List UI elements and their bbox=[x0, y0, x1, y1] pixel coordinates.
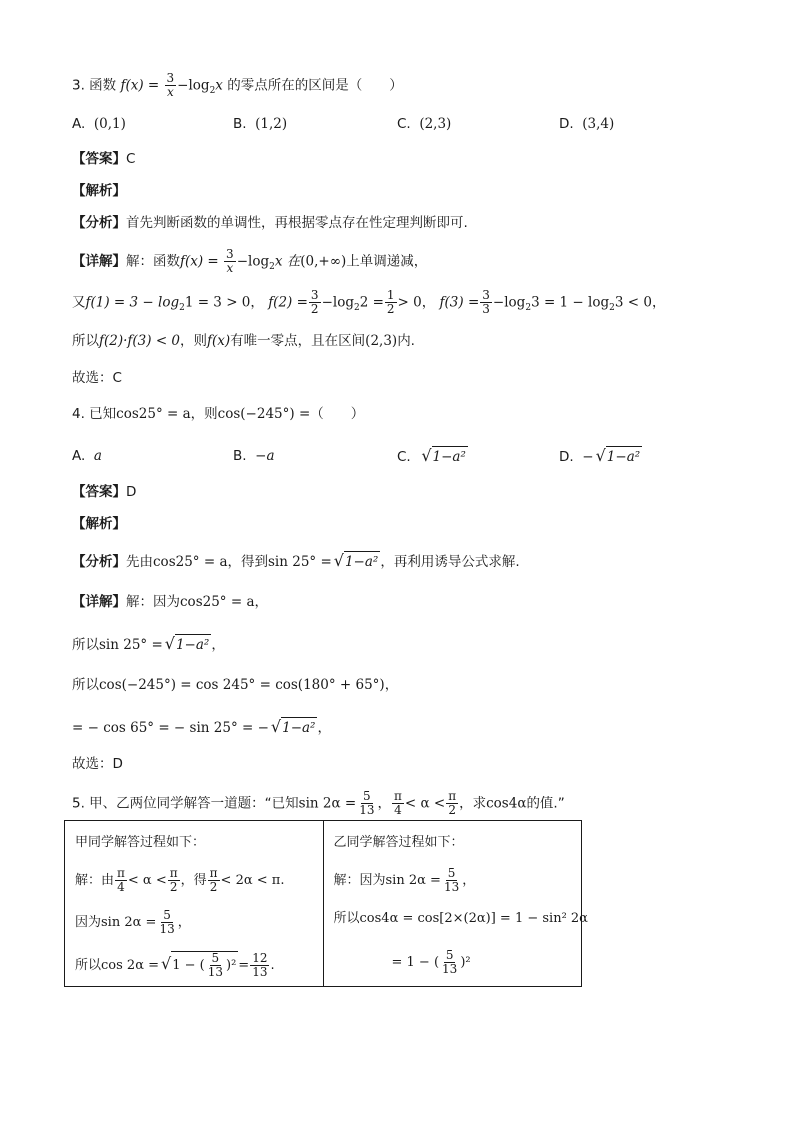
frac-num: 12 bbox=[252, 951, 268, 965]
text: ，则 bbox=[190, 406, 218, 422]
text: ， bbox=[384, 677, 399, 693]
fenxi-tag: 【分析】 bbox=[72, 554, 126, 570]
q3-stem bbox=[72, 72, 403, 101]
q4-detail-line3 bbox=[72, 675, 398, 695]
frac-den: 2 bbox=[169, 880, 178, 894]
text: ， bbox=[250, 294, 264, 311]
radicand bbox=[171, 951, 238, 979]
right-line3 bbox=[392, 949, 471, 976]
frac-den: x bbox=[226, 261, 234, 275]
q3-func: f(x) = bbox=[120, 77, 160, 94]
option-label: D. bbox=[559, 449, 574, 465]
option-label: C. bbox=[397, 449, 411, 465]
math: cos(−245°) = cos 245° = cos(180° + 65°) bbox=[99, 677, 385, 693]
fraction bbox=[385, 289, 397, 316]
frac-num: π bbox=[209, 866, 218, 880]
radical-sign: √ bbox=[421, 446, 432, 465]
radical-sign: √ bbox=[161, 954, 172, 973]
q3-fraction bbox=[165, 72, 177, 99]
right-line1 bbox=[334, 867, 476, 894]
fraction bbox=[357, 790, 376, 817]
text: 所以 bbox=[72, 677, 99, 693]
frac-den: 13 bbox=[442, 962, 458, 976]
frac-num: π bbox=[169, 866, 178, 880]
math: cos25° = a bbox=[153, 554, 228, 570]
frac-num: 1 bbox=[386, 288, 395, 302]
fraction bbox=[168, 867, 180, 894]
interval: (0,+∞) bbox=[300, 253, 347, 270]
detail-tag: 【详解】 bbox=[72, 594, 126, 610]
q3-option-value: (3,4) bbox=[582, 116, 615, 132]
math: 2 = bbox=[359, 294, 384, 311]
q3-stem-suffix: 的零点所在的区间是（ ） bbox=[227, 77, 403, 94]
text: ， bbox=[254, 594, 268, 610]
math: f(2) = bbox=[268, 294, 308, 311]
q4-answer bbox=[72, 482, 136, 502]
frac-num: 5 bbox=[211, 951, 220, 965]
left-solution-cell bbox=[65, 821, 324, 987]
q3-option-label: B. bbox=[233, 116, 247, 132]
text: ， bbox=[211, 637, 225, 653]
math: < α < bbox=[404, 795, 446, 812]
math: f(x) = bbox=[180, 253, 219, 270]
q3-option-label: C. bbox=[397, 116, 411, 132]
q3-option-value: (2,3) bbox=[419, 116, 452, 132]
math: > 0 bbox=[397, 294, 422, 311]
text: ，则 bbox=[180, 333, 208, 349]
math: sin 25° = bbox=[268, 554, 332, 570]
frac-num: 5 bbox=[363, 789, 371, 803]
radical-sign: √ bbox=[333, 551, 344, 570]
text: ，得 bbox=[180, 873, 207, 888]
text: 先由 bbox=[126, 554, 153, 570]
q4-detail-line4 bbox=[72, 717, 331, 738]
fraction bbox=[480, 289, 492, 316]
text: 内. bbox=[397, 333, 415, 349]
math: = − cos 65° = − sin 25° = − bbox=[72, 720, 269, 736]
text: 有唯一零点，且在区间 bbox=[230, 333, 366, 349]
right-solution-cell bbox=[323, 821, 588, 987]
q3-option-value: (0,1) bbox=[93, 116, 126, 132]
q3-option-c bbox=[397, 114, 451, 134]
text: ， bbox=[651, 294, 666, 311]
text: . bbox=[270, 958, 275, 973]
math: sin 25° = bbox=[99, 637, 163, 653]
frac-den: 13 bbox=[159, 922, 175, 936]
radical-sign: √ bbox=[270, 717, 282, 736]
text: ， bbox=[421, 294, 436, 311]
left-line1 bbox=[75, 867, 284, 894]
math: 1 − ( bbox=[172, 958, 205, 973]
math: −log bbox=[236, 253, 270, 270]
q4-choose: 故选：D bbox=[72, 756, 123, 772]
option-label: B. bbox=[233, 448, 247, 464]
frac-den: 2 bbox=[448, 803, 456, 817]
q5-solution-table bbox=[64, 820, 588, 987]
text: 解：因为 bbox=[126, 594, 180, 610]
radical-sign: √ bbox=[164, 634, 175, 653]
fraction bbox=[206, 952, 225, 979]
fraction bbox=[446, 790, 458, 817]
math: f(3) = bbox=[439, 294, 480, 311]
interval: (2,3) bbox=[365, 333, 398, 349]
frac-den: 2 bbox=[209, 880, 218, 894]
text: 所以 bbox=[333, 911, 360, 926]
math: 3 < 0 bbox=[614, 294, 652, 311]
math: sin 2α = bbox=[101, 915, 157, 930]
math: )² bbox=[226, 958, 237, 973]
radicand: 1−a² bbox=[344, 551, 380, 572]
option-value: 1−a² bbox=[432, 446, 468, 467]
frac-den: 2 bbox=[310, 302, 319, 316]
frac-num: 3 bbox=[226, 247, 234, 261]
frac-num: 5 bbox=[163, 908, 171, 922]
text: 又 bbox=[72, 294, 86, 311]
math: cos(−245°) = bbox=[217, 406, 311, 422]
option-label: A. bbox=[72, 448, 86, 464]
text: ， bbox=[317, 720, 331, 736]
math: 1 = 3 > 0 bbox=[184, 294, 251, 311]
text: 所以 bbox=[72, 333, 99, 349]
q3-log-base: 2 bbox=[209, 86, 216, 97]
q3-stem-prefix: 3. 函数 bbox=[72, 77, 117, 94]
frac-num: 3 bbox=[482, 288, 490, 302]
fraction bbox=[157, 909, 176, 936]
fraction bbox=[250, 952, 269, 979]
q4-option-c bbox=[397, 446, 468, 467]
detail-tag: 【详解】 bbox=[72, 253, 126, 270]
math: f(2)·f(3) < 0 bbox=[99, 333, 181, 349]
radicand: 1−a² bbox=[606, 446, 642, 467]
frac-den: 13 bbox=[207, 965, 223, 979]
frac-den: 3 bbox=[482, 302, 490, 316]
answer-tag: 【答案】 bbox=[72, 484, 126, 500]
q4-option-a bbox=[72, 446, 102, 466]
text: 解：函数 bbox=[126, 253, 180, 270]
math: cos4α bbox=[486, 795, 527, 812]
q3-option-label: D. bbox=[559, 116, 574, 132]
math: sin 2α = bbox=[385, 873, 441, 888]
fenxi-text: 首先判断函数的单调性，再根据零点存在性定理判断即可. bbox=[126, 215, 468, 231]
frac-den: 2 bbox=[386, 302, 395, 316]
frac-num: π bbox=[394, 789, 402, 803]
q4-fenxi bbox=[72, 551, 520, 572]
math: cos4α = cos[2×(2α)] = 1 − sin² 2α bbox=[359, 911, 588, 926]
frac-den: 4 bbox=[117, 880, 125, 894]
q3-option-a bbox=[72, 114, 126, 134]
math: sin 2α = bbox=[298, 795, 357, 812]
math: f(x) bbox=[207, 333, 231, 349]
frac-den: 13 bbox=[359, 803, 375, 817]
fraction bbox=[309, 289, 321, 316]
frac-num: π bbox=[448, 789, 457, 803]
q3-option-label: A. bbox=[72, 116, 86, 132]
q3-option-d bbox=[559, 114, 614, 134]
text: 解：由 bbox=[75, 873, 115, 888]
text: ， bbox=[177, 915, 191, 930]
q4-detail-line2 bbox=[72, 634, 225, 655]
q3-choose: 故选：C bbox=[72, 370, 122, 386]
frac-den: 13 bbox=[443, 880, 460, 894]
text: ，得到 bbox=[227, 554, 268, 570]
q4-stem bbox=[72, 404, 364, 424]
math: f(1) = 3 − log bbox=[85, 294, 180, 311]
math: = bbox=[238, 958, 250, 973]
q3-option-b bbox=[233, 114, 287, 134]
math: −log bbox=[492, 294, 526, 311]
fraction bbox=[440, 949, 459, 976]
math: −log bbox=[321, 294, 354, 311]
q3-analysis-tag: 【解析】 bbox=[72, 183, 126, 199]
math: )² bbox=[460, 955, 471, 970]
right-title: 乙同学解答过程如下： bbox=[333, 835, 464, 850]
q3-log-arg: x bbox=[215, 77, 223, 94]
text: ， bbox=[377, 795, 391, 812]
text: 所以 bbox=[75, 958, 102, 973]
q3-frac-num: 3 bbox=[166, 71, 175, 85]
fraction bbox=[224, 248, 236, 275]
log-base: 2 bbox=[179, 303, 185, 314]
log-base: 2 bbox=[269, 262, 275, 273]
q3-option-value: (1,2) bbox=[255, 116, 288, 132]
text: 上单调递减， bbox=[346, 253, 428, 270]
q4-analysis-tag: 【解析】 bbox=[72, 516, 126, 532]
q3-log: −log bbox=[177, 77, 210, 94]
q3-frac-den: x bbox=[166, 85, 174, 99]
text: ， bbox=[462, 873, 476, 888]
q5-stem bbox=[72, 790, 565, 817]
fenxi-tag: 【分析】 bbox=[72, 215, 126, 231]
radicand: 1−a² bbox=[281, 717, 317, 738]
q3-detail-line3 bbox=[72, 331, 415, 351]
text: 的值.” bbox=[526, 795, 565, 812]
text: （ ） bbox=[310, 406, 365, 422]
q3-answer bbox=[72, 149, 135, 169]
radicand: 1−a² bbox=[175, 634, 211, 655]
left-title: 甲同学解答过程如下： bbox=[75, 835, 206, 850]
q4-option-b bbox=[233, 446, 275, 466]
text: ，求 bbox=[459, 795, 487, 812]
answer-value: D bbox=[126, 484, 137, 500]
log-base: 2 bbox=[525, 303, 532, 314]
radical-sign: √ bbox=[595, 446, 606, 465]
math: < 2α < π. bbox=[220, 873, 285, 888]
q3-detail-line2 bbox=[72, 289, 665, 318]
log-base: 2 bbox=[353, 303, 360, 314]
fraction bbox=[442, 867, 461, 894]
frac-den: 13 bbox=[252, 965, 268, 979]
log-base: 2 bbox=[609, 303, 615, 314]
fraction bbox=[392, 790, 404, 817]
frac-num: π bbox=[117, 866, 125, 880]
frac-num: 5 bbox=[445, 948, 454, 962]
text: 解：因为 bbox=[333, 873, 386, 888]
text: 4. 已知 bbox=[72, 406, 117, 422]
frac-den: 4 bbox=[394, 803, 402, 817]
math: cos 2α = bbox=[101, 958, 160, 973]
right-line2 bbox=[334, 909, 588, 929]
q3-fenxi bbox=[72, 213, 468, 233]
q4-option-d bbox=[559, 446, 642, 467]
q4-detail-line1 bbox=[72, 592, 268, 612]
option-value: a bbox=[93, 448, 102, 464]
math: 3 = 1 − log bbox=[531, 294, 610, 311]
text: 5. 甲、乙两位同学解答一道题：“已知 bbox=[72, 795, 299, 812]
math: < α < bbox=[127, 873, 167, 888]
fraction bbox=[208, 867, 220, 894]
answer-tag: 【答案】 bbox=[72, 151, 126, 167]
option-value: − bbox=[582, 449, 594, 465]
q3-detail-line1 bbox=[72, 248, 427, 277]
math: cos25° = a bbox=[116, 406, 191, 422]
math: = 1 − ( bbox=[391, 955, 440, 970]
fraction bbox=[115, 867, 127, 894]
frac-num: 3 bbox=[310, 288, 319, 302]
left-line2 bbox=[75, 909, 191, 936]
math: x 在 bbox=[274, 253, 301, 270]
left-line3 bbox=[75, 951, 275, 979]
text: 因为 bbox=[75, 915, 102, 930]
answer-value: C bbox=[126, 151, 136, 167]
math: cos25° = a bbox=[180, 594, 255, 610]
text: 所以 bbox=[72, 637, 99, 653]
text: ，再利用诱导公式求解. bbox=[380, 554, 520, 570]
frac-num: 5 bbox=[447, 866, 456, 880]
option-value: −a bbox=[255, 448, 275, 464]
